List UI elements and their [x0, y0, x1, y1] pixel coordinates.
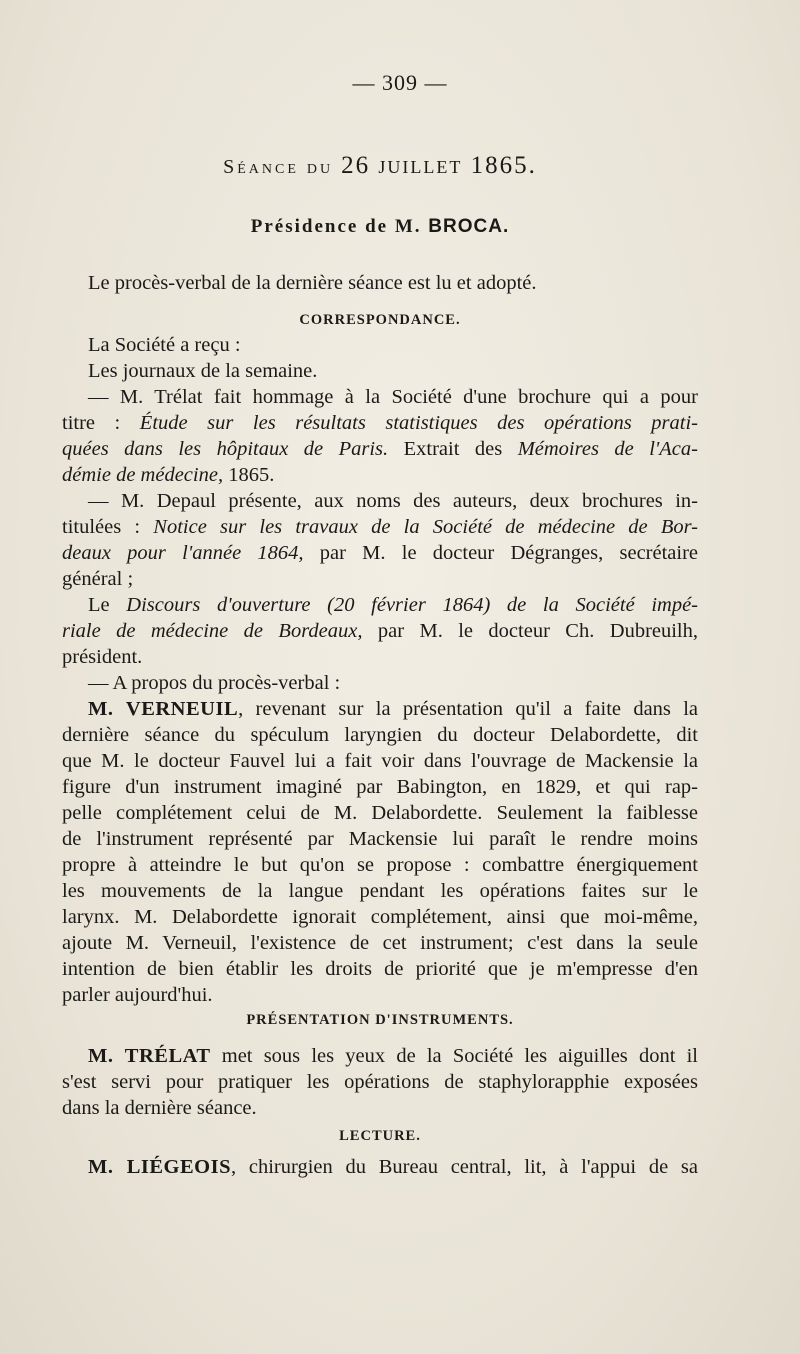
text-line: parler aujourd'hui. [62, 984, 213, 1006]
text-line: deaux pour l'année 1864, par M. le docteur Dégranges, secrétaire [62, 542, 699, 564]
speaker-name: M. VERNEUIL [88, 698, 239, 720]
text-line: — M. Depaul présente, aux noms des auteurs, deux brochures in- [88, 490, 698, 512]
text-line: Les journaux de la semaine. [88, 360, 318, 382]
intro-line: Le procès-verbal de la dernière séance est lu et adopté. [88, 272, 537, 294]
text-line: intention de bien établir les droits de priorité que je m'empresse d'en [62, 958, 698, 980]
heading-correspondance: CORRESPONDANCE. [299, 312, 461, 328]
text-line: président. [62, 646, 143, 668]
text-line: ajoute M. Verneuil, l'existence de cet instrument; c'est dans la seule [62, 932, 698, 954]
text-line: La Société a reçu : [88, 334, 241, 356]
text-line: — M. Trélat fait hommage à la Société d'une brochure qui a pour [88, 386, 698, 408]
text-line: M. LIÉGEOIS, chirurgien du Bureau central, lit, à l'appui de sa [88, 1156, 698, 1178]
text-line: s'est servi pour pratiquer les opérations de staphylorapphie exposées [62, 1071, 698, 1093]
correspondance-section [62, 332, 698, 1008]
text-line: dans la dernière séance. [62, 1097, 257, 1119]
intro-paragraph [62, 270, 698, 296]
text-line: de l'instrument représenté par Mackensie lui paraît le rendre moins [62, 828, 698, 850]
presidency-line [0, 216, 760, 238]
text-line: Le Discours d'ouverture (20 février 1864) de la Société impé- [88, 594, 699, 616]
text-line: les mouvements de la langue pendant les opérations faites sur le [62, 880, 698, 902]
brochure-title: Étude sur les résultats statistiques des opérations prati- [139, 412, 698, 434]
speaker-name: M. TRÉLAT [88, 1045, 211, 1067]
presidency-label: Présidence de [250, 216, 389, 237]
text-line: général ; [62, 568, 134, 590]
session-title [0, 152, 760, 180]
text-line: dernière séance du spéculum laryngien du docteur Delabordette, dit [62, 724, 698, 746]
text-line: titre : Étude sur les résultats statistiques des opérations prati- [62, 412, 698, 434]
page-number: — 309 — [352, 70, 448, 95]
text-line: M. TRÉLAT met sous les yeux de la Société les aiguilles dont il [88, 1045, 698, 1067]
text-line: que M. le docteur Fauvel lui a fait voir dans l'ouvrage de Mackensie la [62, 750, 698, 772]
session-date: 26 juillet 1865. [341, 152, 537, 179]
text-line: pelle complétement celui de M. Delabordette. Seulement la faiblesse [62, 802, 698, 824]
presentation-section [62, 1043, 698, 1121]
text-line: quées dans les hôpitaux de Paris. Extrait des Mémoires de l'Aca- [62, 438, 698, 460]
presidency-prefix: M. [394, 216, 422, 237]
speaker-name: M. LIÉGEOIS [88, 1156, 231, 1178]
text-line: M. VERNEUIL, revenant sur la présentation qu'il a faite dans la [88, 698, 698, 720]
text-line: démie de médecine, 1865. [62, 464, 275, 486]
lecture-section [62, 1154, 698, 1180]
text-line: — A propos du procès-verbal : [88, 672, 341, 694]
heading-presentation: PRÉSENTATION D'INSTRUMENTS. [246, 1012, 514, 1028]
text-line: titulées : Notice sur les travaux de la Société de médecine de Bor- [62, 516, 698, 538]
text-line: figure d'un instrument imaginé par Babington, en 1829, et qui rap- [62, 776, 698, 798]
text-line: propre à atteindre le but qu'on se propose : combattre énergiquement [62, 854, 698, 876]
president-name: BROCA. [428, 216, 510, 237]
heading-lecture: LECTURE. [339, 1128, 421, 1144]
text-line: riale de médecine de Bordeaux, par M. le docteur Ch. Dubreuilh, [62, 620, 699, 642]
text-line: larynx. M. Delabordette ignorait complétement, ainsi que moi-même, [62, 906, 698, 928]
session-label: Séance du [223, 156, 334, 178]
